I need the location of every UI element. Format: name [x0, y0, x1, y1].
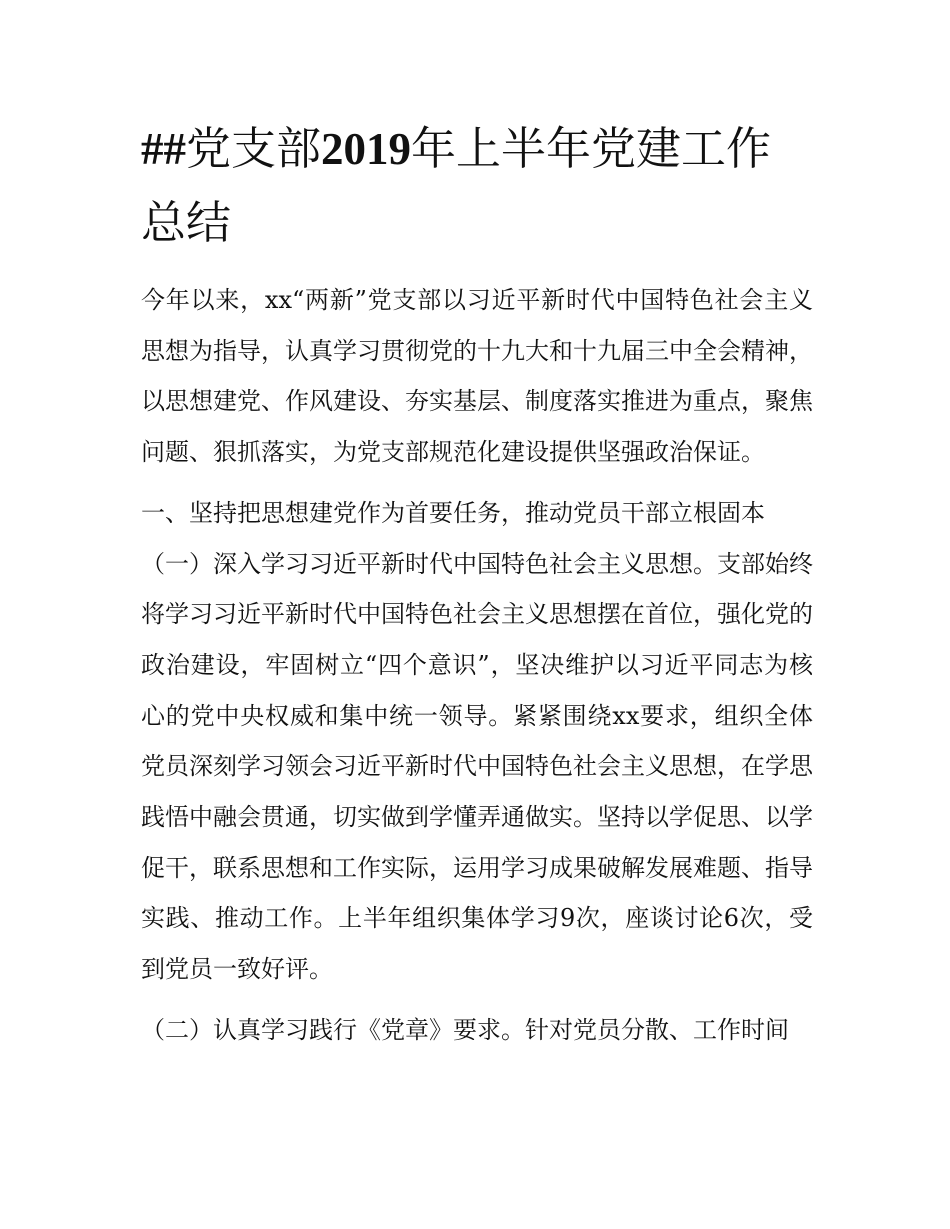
- title-year: 2019: [321, 124, 412, 174]
- section-heading-1: 一、坚持把思想建党作为首要任务，推动党员干部立根固本: [141, 498, 765, 527]
- document-title: [141, 112, 791, 259]
- title-prefix: ##: [141, 124, 186, 174]
- title-part2: 年上半年党建工作总结: [141, 122, 772, 249]
- document-body: [141, 112, 813, 1056]
- section1-item1-paragraph: （一）深入学习习近平新时代中国特色社会主义思想。支部始终将学习习近平新时代中国特色社会主义思想摆在首位，强化党的政治建设，牢固树立“四个意识”，坚决维护以习近平同志为核心的党中央权威和集中统一领导。紧紧围绕xx要求，组织全体党员深刻学习领会习近平新时代中国特色社会主义思想，在学思践悟中融会贯通，切实做到学懂弄通做实。坚持以学促思、以学促干，联系思想和工作实际，运用学习成果破解发展难题、指导实践、推动工作。上半年组织集体学习9次，座谈讨论6次，受到党员一致好评。: [141, 549, 813, 984]
- section1-item2-paragraph: （二）认真学习践行《党章》要求。针对党员分散、工作时间: [141, 1015, 789, 1044]
- title-part1: 党支部: [186, 122, 322, 175]
- intro-paragraph: 今年以来，xx“两新”党支部以习近平新时代中国特色社会主义思想为指导，认真学习贯彻党的十九大和十九届三中全会精神，以思想建党、作风建设、夯实基层、制度落实推进为重点，聚焦问题、狠抓落实，为党支部规范化建设提供坚强政治保证。: [141, 286, 813, 467]
